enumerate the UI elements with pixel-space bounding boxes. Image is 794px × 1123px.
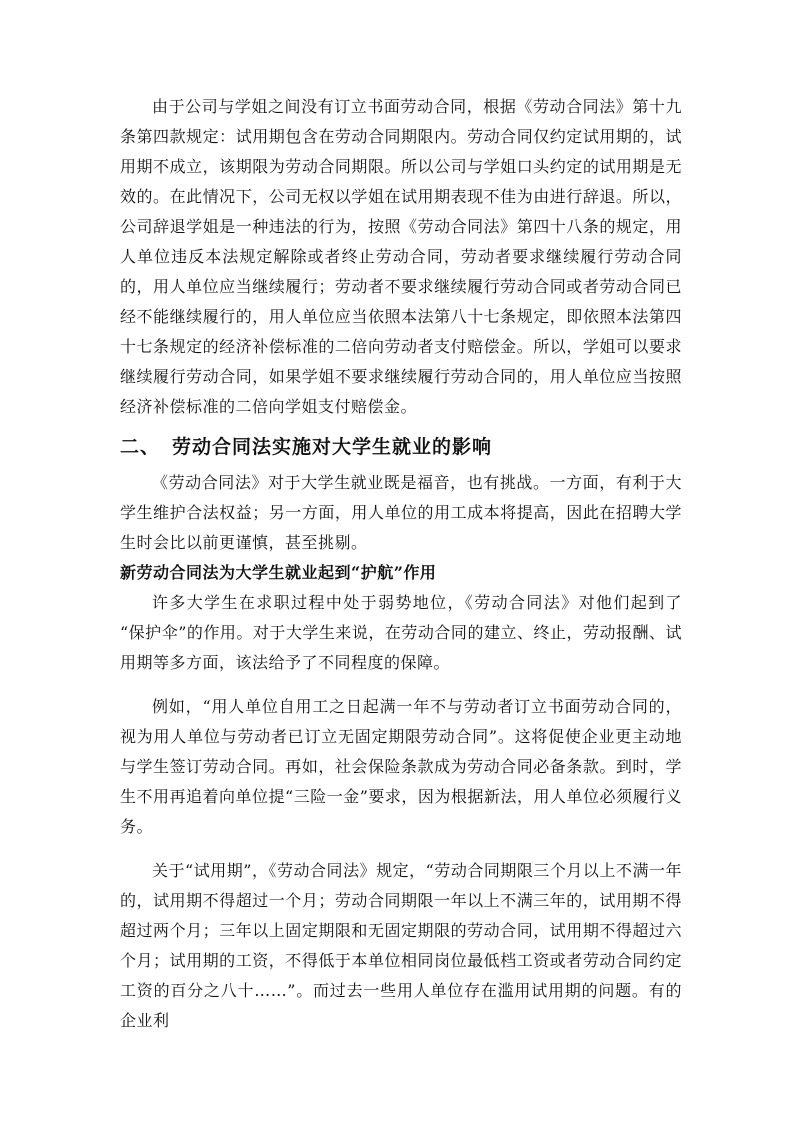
- sub-heading: 新劳动合同法为大学生就业起到“护航”作用: [120, 563, 437, 582]
- paragraph-trial-period-analysis: 由于公司与学姐之间没有订立书面劳动合同，根据《劳动合同法》第十九条第四款规定：试用期包含在劳动合同期限内。劳动合同仅约定试用期的，试用期不成立，该期限为劳动合同期限。所以公司与学姐口头约定的试用期是无效的。在此情况下，公司无权以学姐在试用期表现不佳为由进行辞退。所以，公司辞退学姐是一种违法的行为，按照《劳动合同法》第四十八条的规定，用人单位违反本法规定解除或者终止劳动合同，劳动者要求继续履行劳动合同的，用人单位应当继续履行；劳动者不要求继续履行劳动合同或者劳动合同已经不能继续履行的，用人单位应当依照本法第八十七条规定，即依照本法第四十七条规定的经济补偿标准的二倍向劳动者支付赔偿金。所以，学姐可以要求继续履行劳动合同，如果学姐不要求继续履行劳动合同的，用人单位应当按照经济补偿标准的二倍向学姐支付赔偿金。: [120, 97, 682, 416]
- paragraph-protection: 许多大学生在求职过程中处于弱势地位，《劳动合同法》对他们起到了 “保护伞”的作用。对于大学生来说，在劳动合同的建立、终止，劳动报酬、试用期等多方面，该法给予了不同程度的保障。: [120, 593, 682, 672]
- section-number: 二、: [120, 436, 161, 458]
- section-title: 劳动合同法实施对大学生就业的影响: [172, 436, 493, 458]
- page-content: [120, 92, 682, 1036]
- paragraph-intro-impact: 《劳动合同法》对于大学生就业既是福音，也有挑战。一方面，有利于大学生维护合法权益；另一方面，用人单位的用工成本将提高，因此在招聘大学生时会比以前更谨慎，甚至挑剔。: [120, 473, 682, 552]
- section-heading: [120, 430, 682, 464]
- paragraph-gap: [120, 678, 682, 692]
- paragraph-gap: [120, 842, 682, 856]
- paragraph-probation-rules: 关于“试用期”，《劳动合同法》规定，“劳动合同期限三个月以上不满一年的，试用期不得超过一个月；劳动合同期限一年以上不满三年的，试用期不得超过两个月；三年以上固定期限和无固定期限的劳动合同，试用期不得超过六个月；试用期的工资，不得低于本单位相同岗位最低档工资或者劳动合同约定工资的百分之八十……”。而过去一些用人单位存在滥用试用期的问题。有的企业利: [120, 861, 682, 1030]
- paragraph-example: 例如，“用人单位自用工之日起满一年不与劳动者订立书面劳动合同的，视为用人单位与劳动者已订立无固定期限劳动合同”。这将促使企业更主动地与学生签订劳动合同。再如，社会保险条款成为劳动合同必备条款。到时，学生不用再追着向单位提“三险一金”要求，因为根据新法，用人单位必须履行义务。: [120, 697, 682, 836]
